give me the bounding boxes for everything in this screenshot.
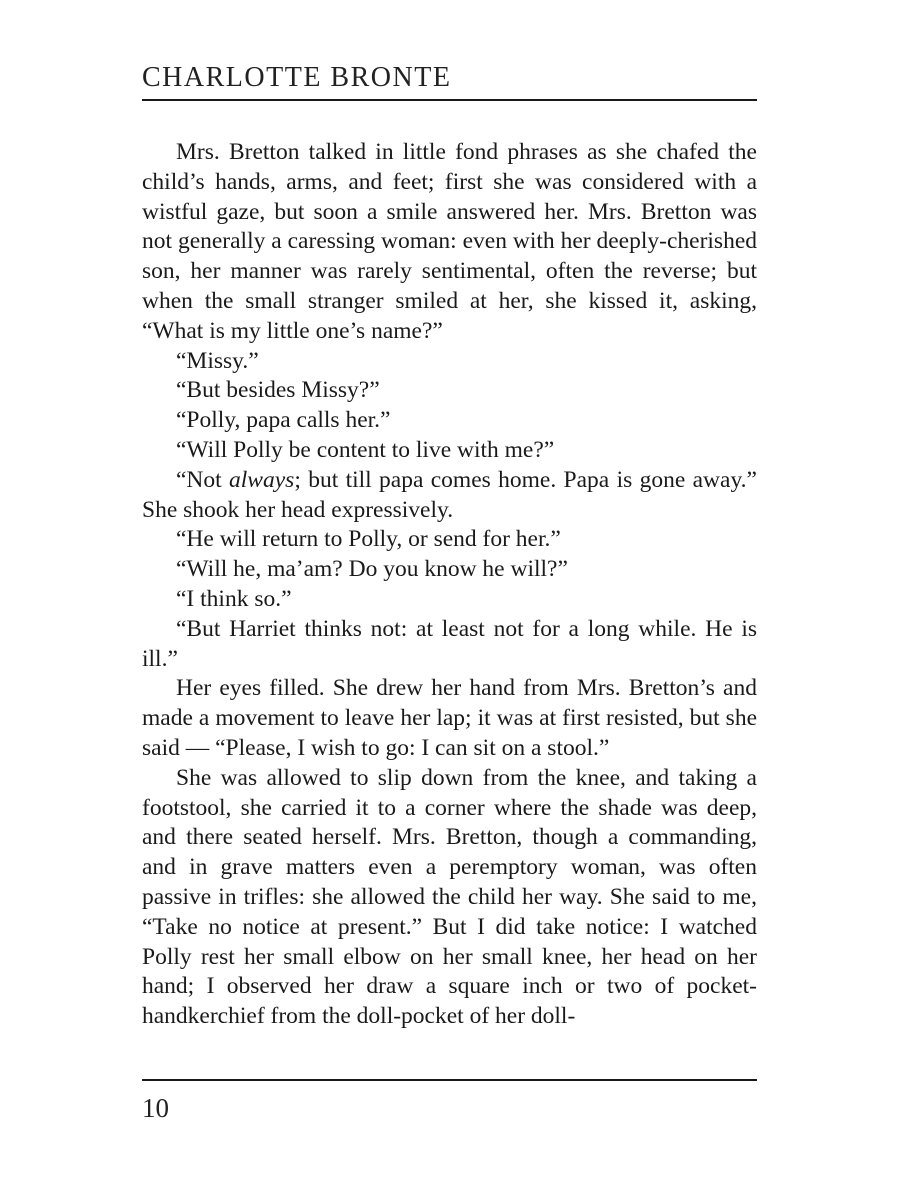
paragraph: “Will he, ma’am? Do you know he will?” [176,556,568,583]
paragraph-text: “Not [176,466,230,493]
running-head: CHARLOTTE BRONTE [142,62,452,93]
header-rule [142,99,757,101]
paragraph: She was allowed to slip down from the knee, and taking a footstool, she carried it to a corner where the shade was deep, and there seated herself. Mrs. Bretton, though a commanding, and in grave matters even a peremptory woman, was often passive in trifles: she allowed the child her way. She said to me, “Take no notice at present.” But I did take notice: I watched Polly rest her small elbow on her small knee, her head on her hand; I observed her draw a square inch or two of pocket-handkerchief from the doll-pocket of her doll- [142,764,757,1030]
paragraph: “But besides Missy?” [176,377,380,404]
paragraph: “I think so.” [176,585,292,612]
paragraph: “Polly, papa calls her.” [176,407,391,434]
paragraph [142,466,757,526]
paragraph: “He will return to Polly, or send for her.” [176,526,561,553]
paragraph: Mrs. Bretton talked in little fond phrases as she chafed the child’s hands, arms, and feet; first she was considered with a wistful gaze, but soon a smile answered her. Mrs. Bretton was not generally a caressing woman: even with her deeply-cherished son, her manner was rarely sentimental, often the reverse; but when the small stranger smiled at her, she kissed it, asking, “What is my little one’s name?” [142,139,757,344]
footer-rule [142,1079,757,1081]
emphasis-text: always [229,466,295,493]
paragraph: “Missy.” [176,347,259,374]
page-number: 10 [142,1093,169,1123]
body-text [142,138,757,1032]
paragraph: “But Harriet thinks not: at least not for a long while. He is ill.” [142,615,757,672]
paragraph: Her eyes filled. She drew her hand from Mrs. Bretton’s and made a movement to leave her lap; it was at first resisted, but she said — “Please, I wish to go: I can sit on a stool.” [142,675,757,761]
paragraph-text: ; but till papa comes home. Papa is gone away.” She shook her head expressively. [142,466,757,523]
paragraph: “Will Polly be content to live with me?” [176,436,555,463]
